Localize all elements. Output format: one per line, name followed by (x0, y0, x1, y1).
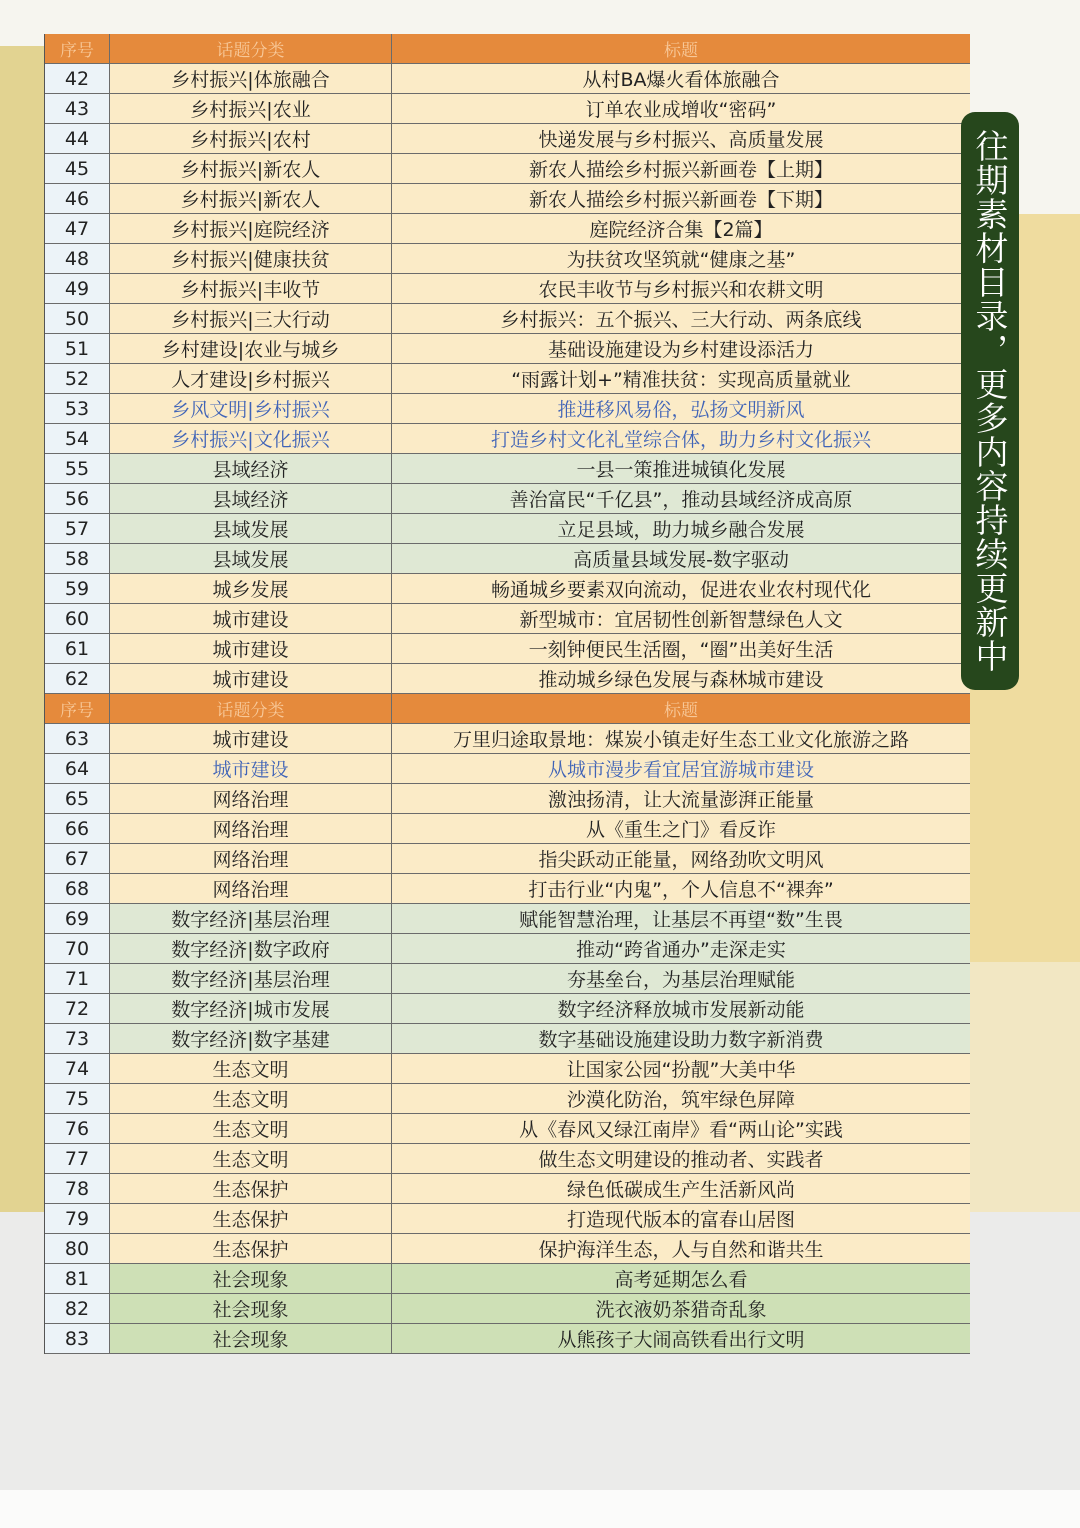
row-title: 洗衣液奶茶猎奇乱象 (595, 1299, 767, 1321)
row-title: 订单农业成增收“密码” (585, 99, 777, 121)
table-row (45, 1234, 970, 1264)
table-row (45, 124, 970, 154)
table-row (45, 1054, 970, 1084)
table-row (45, 634, 970, 664)
row-num: 59 (45, 574, 110, 603)
row-num: 44 (45, 124, 110, 153)
row-category: 县域发展 (110, 514, 392, 543)
row-num: 81 (45, 1264, 110, 1293)
row-category: 社会现象 (110, 1294, 392, 1323)
row-num: 80 (45, 1234, 110, 1263)
row-category: 乡村振兴|丰收节 (110, 274, 392, 303)
table-row (45, 604, 970, 634)
table-row (45, 994, 970, 1024)
row-num: 57 (45, 514, 110, 543)
row-title: 做生态文明建设的推动者、实践者 (538, 1149, 824, 1171)
row-num: 63 (45, 724, 110, 753)
row-title: 乡村振兴：五个振兴、三大行动、两条底线 (500, 309, 862, 331)
table-section-1 (45, 64, 970, 694)
row-category: 城市建设 (110, 664, 392, 693)
row-category: 乡村振兴|文化振兴 (110, 424, 392, 453)
row-title: 基础设施建设为乡村建设添活力 (547, 339, 814, 361)
row-title: 绿色低碳成生产生活新风尚 (566, 1179, 795, 1201)
table-row (45, 394, 970, 424)
row-category: 城市建设 (110, 724, 392, 753)
header-category: 话题分类 (110, 694, 392, 723)
row-title: 从城市漫步看宜居宜游城市建设 (547, 759, 814, 781)
row-num: 66 (45, 814, 110, 843)
row-title: 新农人描绘乡村振兴新画卷【下期】 (528, 189, 833, 211)
row-num: 77 (45, 1144, 110, 1173)
row-category: 乡村振兴|体旅融合 (110, 64, 392, 93)
row-title: 数字基础设施建设助力数字新消费 (538, 1029, 824, 1051)
row-category: 网络治理 (110, 784, 392, 813)
row-num: 75 (45, 1084, 110, 1113)
row-category: 生态保护 (110, 1234, 392, 1263)
row-num: 69 (45, 904, 110, 933)
table-row (45, 1204, 970, 1234)
row-title: “雨露计划+”精准扶贫：实现高质量就业 (511, 369, 851, 391)
table-row (45, 544, 970, 574)
row-num: 70 (45, 934, 110, 963)
row-category: 城乡发展 (110, 574, 392, 603)
row-num: 64 (45, 754, 110, 783)
row-category: 生态文明 (110, 1054, 392, 1083)
row-num: 47 (45, 214, 110, 243)
row-num: 62 (45, 664, 110, 693)
table-row (45, 484, 970, 514)
row-category: 乡村振兴|农村 (110, 124, 392, 153)
row-num: 45 (45, 154, 110, 183)
table-row (45, 424, 970, 454)
row-title: 沙漠化防治，筑牢绿色屏障 (566, 1089, 795, 1111)
row-category: 生态文明 (110, 1114, 392, 1143)
row-title: 打击行业“内鬼”，个人信息不“裸奔” (528, 879, 834, 901)
row-num: 58 (45, 544, 110, 573)
row-num: 46 (45, 184, 110, 213)
row-num: 52 (45, 364, 110, 393)
table-row (45, 844, 970, 874)
row-category: 乡村振兴|健康扶贫 (110, 244, 392, 273)
row-num: 54 (45, 424, 110, 453)
row-category: 乡村振兴|农业 (110, 94, 392, 123)
row-category: 社会现象 (110, 1264, 392, 1293)
row-title: 快递发展与乡村振兴、高质量发展 (538, 129, 824, 151)
table-row (45, 184, 970, 214)
table-row (45, 514, 970, 544)
table-row (45, 1024, 970, 1054)
header-category: 话题分类 (110, 34, 392, 63)
row-category: 城市建设 (110, 604, 392, 633)
row-category: 社会现象 (110, 1324, 392, 1353)
row-num: 43 (45, 94, 110, 123)
table-row (45, 1294, 970, 1324)
row-title: 让国家公园“扮靓”大美中华 (566, 1059, 796, 1081)
row-title: 夯基垒台，为基层治理赋能 (566, 969, 795, 991)
row-category: 县域发展 (110, 544, 392, 573)
row-title: 立足县域，助力城乡融合发展 (557, 519, 805, 541)
row-title: 推动城乡绿色发展与森林城市建设 (538, 669, 824, 691)
row-title: 农民丰收节与乡村振兴和农耕文明 (538, 279, 824, 301)
table-row (45, 784, 970, 814)
header-title: 标题 (664, 701, 698, 721)
table-row (45, 1144, 970, 1174)
row-title: 推进移风易俗，弘扬文明新风 (557, 399, 805, 421)
row-category: 数字经济|城市发展 (110, 994, 392, 1023)
row-category: 网络治理 (110, 844, 392, 873)
row-num: 60 (45, 604, 110, 633)
table-row (45, 574, 970, 604)
row-category: 数字经济|基层治理 (110, 904, 392, 933)
row-num: 78 (45, 1174, 110, 1203)
row-title: 一刻钟便民生活圈，“圈”出美好生活 (528, 639, 834, 661)
row-title: 从《春风又绿江南岸》看“两山论”实践 (519, 1119, 843, 1141)
table-row (45, 1174, 970, 1204)
row-num: 83 (45, 1324, 110, 1353)
row-title: 一县一策推进城镇化发展 (576, 459, 786, 481)
row-category: 城市建设 (110, 754, 392, 783)
row-category: 数字经济|数字基建 (110, 1024, 392, 1053)
row-num: 53 (45, 394, 110, 423)
row-title: 打造乡村文化礼堂综合体，助力乡村文化振兴 (490, 429, 871, 451)
row-num: 42 (45, 64, 110, 93)
table-row (45, 274, 970, 304)
row-category: 网络治理 (110, 814, 392, 843)
side-banner-label: 往期素材目录，更多内容持续更新中 (961, 112, 1019, 690)
row-num: 73 (45, 1024, 110, 1053)
row-title: 激浊扬清，让大流量澎湃正能量 (547, 789, 814, 811)
row-title: 万里归途取景地：煤炭小镇走好生态工业文化旅游之路 (452, 729, 909, 751)
row-title: 庭院经济合集【2篇】 (589, 219, 773, 241)
row-category: 县域经济 (110, 484, 392, 513)
table-row (45, 1264, 970, 1294)
table-row (45, 814, 970, 844)
row-category: 乡村振兴|新农人 (110, 154, 392, 183)
row-num: 71 (45, 964, 110, 993)
row-num: 65 (45, 784, 110, 813)
table-row (45, 154, 970, 184)
table-row (45, 94, 970, 124)
table-row (45, 1324, 970, 1354)
row-title: 高质量县域发展-数字驱动 (573, 549, 789, 571)
table-row (45, 334, 970, 364)
row-num: 76 (45, 1114, 110, 1143)
row-num: 68 (45, 874, 110, 903)
table-row (45, 304, 970, 334)
table-row (45, 1084, 970, 1114)
row-title: 从《重生之门》看反诈 (585, 819, 776, 841)
table-row (45, 1114, 970, 1144)
table-header (45, 34, 970, 64)
row-category: 乡风文明|乡村振兴 (110, 394, 392, 423)
table-row (45, 754, 970, 784)
background-band-left (0, 46, 44, 1212)
row-num: 49 (45, 274, 110, 303)
row-title: 从村BA爆火看体旅融合 (582, 69, 780, 91)
table-row (45, 244, 970, 274)
header-num: 序号 (45, 694, 110, 723)
row-title: 新型城市：宜居韧性创新智慧绿色人文 (519, 609, 843, 631)
table-section-2 (45, 724, 970, 1354)
row-title: 为扶贫攻坚筑就“健康之基” (566, 249, 796, 271)
table-row (45, 214, 970, 244)
row-title: 指尖跃动正能量，网络劲吹文明风 (538, 849, 824, 871)
row-category: 乡村振兴|三大行动 (110, 304, 392, 333)
row-num: 72 (45, 994, 110, 1023)
row-num: 74 (45, 1054, 110, 1083)
header-title: 标题 (664, 41, 698, 61)
table-row (45, 64, 970, 94)
row-num: 61 (45, 634, 110, 663)
table-row (45, 904, 970, 934)
row-title: 数字经济释放城市发展新动能 (557, 999, 805, 1021)
row-category: 县域经济 (110, 454, 392, 483)
table-row (45, 934, 970, 964)
table-header-repeat (45, 694, 970, 724)
row-category: 乡村振兴|新农人 (110, 184, 392, 213)
row-title: 赋能智慧治理，让基层不再望“数”生畏 (519, 909, 843, 931)
row-category: 生态文明 (110, 1084, 392, 1113)
row-num: 55 (45, 454, 110, 483)
row-title: 新农人描绘乡村振兴新画卷【上期】 (528, 159, 833, 181)
row-title: 推动“跨省通办”走深走实 (576, 939, 786, 961)
row-title: 保护海洋生态，人与自然和谐共生 (538, 1239, 824, 1261)
row-category: 生态保护 (110, 1204, 392, 1233)
row-num: 79 (45, 1204, 110, 1233)
row-title: 高考延期怎么看 (614, 1269, 748, 1291)
row-category: 数字经济|数字政府 (110, 934, 392, 963)
row-num: 82 (45, 1294, 110, 1323)
row-num: 67 (45, 844, 110, 873)
row-num: 48 (45, 244, 110, 273)
table-row (45, 664, 970, 694)
row-title: 打造现代版本的富春山居图 (566, 1209, 795, 1231)
table-row (45, 724, 970, 754)
row-category: 数字经济|基层治理 (110, 964, 392, 993)
row-category: 网络治理 (110, 874, 392, 903)
row-category: 乡村建设|农业与城乡 (110, 334, 392, 363)
row-num: 56 (45, 484, 110, 513)
table-row (45, 454, 970, 484)
row-title: 善治富民“千亿县”，推动县域经济成高原 (509, 489, 853, 511)
row-category: 城市建设 (110, 634, 392, 663)
row-title: 从熊孩子大闹高铁看出行文明 (557, 1329, 805, 1351)
row-category: 生态保护 (110, 1174, 392, 1203)
table-row (45, 964, 970, 994)
table-row (45, 874, 970, 904)
header-num: 序号 (45, 34, 110, 63)
row-num: 51 (45, 334, 110, 363)
background-band-bottom (0, 1490, 1080, 1528)
row-category: 人才建设|乡村振兴 (110, 364, 392, 393)
topic-table (44, 34, 970, 1354)
background-band-right-lower (969, 962, 1080, 1212)
table-row (45, 364, 970, 394)
row-num: 50 (45, 304, 110, 333)
row-category: 乡村振兴|庭院经济 (110, 214, 392, 243)
row-title: 畅通城乡要素双向流动，促进农业农村现代化 (490, 579, 871, 601)
row-category: 生态文明 (110, 1144, 392, 1173)
